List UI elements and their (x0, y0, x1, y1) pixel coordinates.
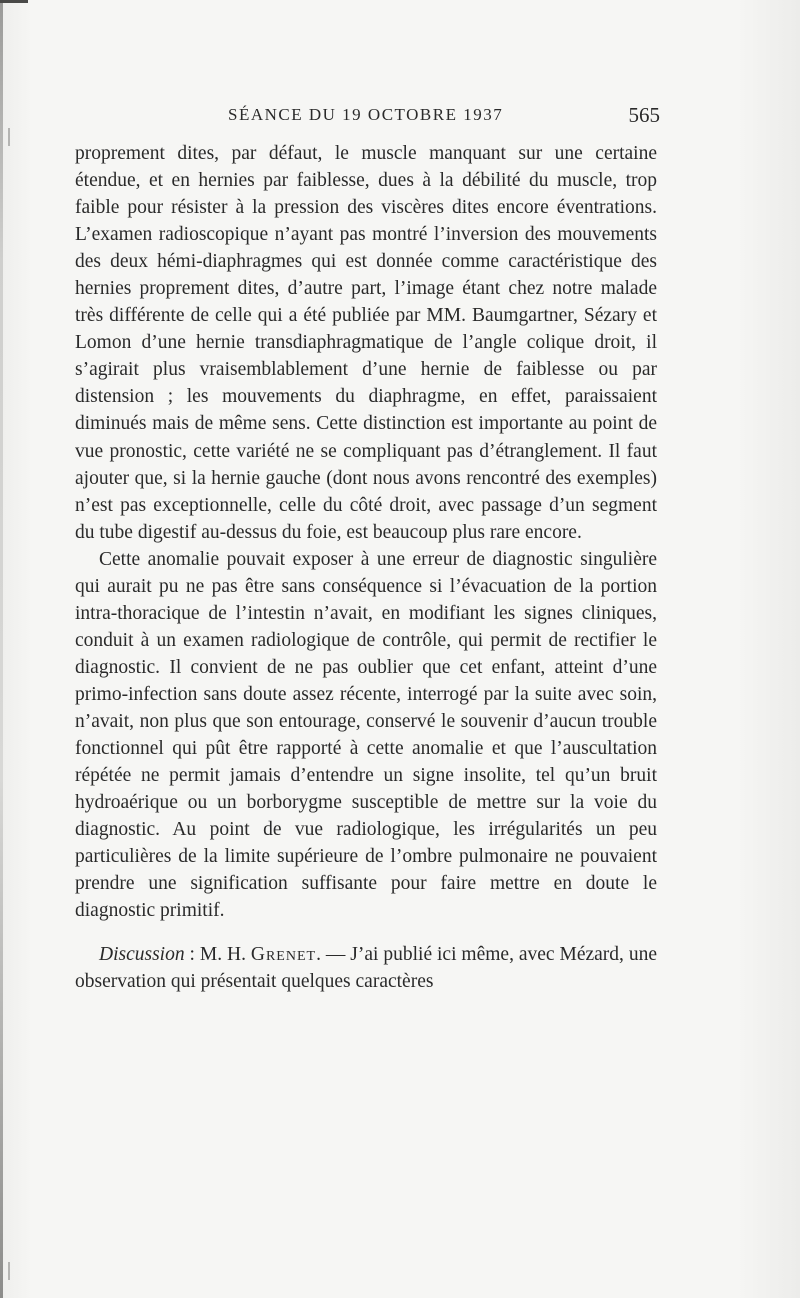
page-number: 565 (628, 103, 660, 127)
discussion-paragraph (75, 941, 657, 995)
discussion-separator: : M. H. (184, 944, 251, 966)
discussion-label: Discussion (99, 944, 185, 966)
discussion-text: . — J’ai publié ici même, avec Mézard, une observation qui présentait quelques caractères (75, 944, 658, 993)
paragraph-continuation: proprement dites, par défaut, le muscle manquant sur une certaine étendue, et en hernies par faiblesse, dues à la débilité du muscle, trop faible pour résister à la pression des viscères dites encore éventrations. L’examen radioscopique n’ayant pas montré l’inversion des mouvements des deux hémi-diaphragmes qui est donnée comme caractéristique des hernies proprement dites, d’autre part, l’image étant chez notre malade très différente de celle qui a été publiée par MM. Baumgartner, Sézary et Lomon d’une hernie transdiaphragmatique de l’angle colique droit, il s’agirait plus vraisemblablement d’une hernie de faiblesse ou par distension ; les mouvements du diaphragme, en effet, paraissaient diminués mais de même sens. Cette distinction est importante au point de vue pronostic, cette variété ne se compliquant pas d’étranglement. Il faut ajouter que, si la hernie gauche (dont nous avons rencontré des exemples) n’est pas exceptionnelle, celle du côté droit, avec passage d’un segment du tube digestif au-dessus du foie, est beaucoup plus rare encore. (75, 143, 657, 543)
running-header (228, 103, 660, 135)
page-left-edge (0, 0, 3, 1298)
scan-margin-tick (8, 1262, 10, 1280)
scan-top-mark (0, 0, 28, 3)
paragraph: Cette anomalie pouvait exposer à une erreur de diagnostic singulière qui aurait pu ne pas être sans conséquence si l’évacuation de la portion intra-thoracique de l’intestin n’avait, en modifiant les signes cliniques, conduit à un examen radiologique de contrôle, qui permit de rectifier le diagnostic. Il convient de ne pas oublier que cet enfant, atteint d’une primo-infection sans doute assez récente, interrogé par la suite avec soin, n’avait, non plus que son entourage, conservé le souvenir d’aucun trouble fonctionnel qui pût être rapporté à cette anomalie et que l’auscultation répétée ne permit jamais d’entendre un signe insolite, tel qu’un bruit hydroaérique ou un borborygme susceptible de mettre sur la voie du diagnostic. Au point de vue radiologique, les irrégularités un peu particulières de la limite supérieure de l’ombre pulmonaire ne pouvaient prendre une signification suffisante pour faire mettre en doute le diagnostic primitif. (75, 548, 657, 922)
body-text (75, 140, 657, 995)
speaker-name: Grenet (250, 944, 317, 966)
scan-margin-tick (8, 128, 10, 146)
running-title: SÉANCE DU 19 OCTOBRE 1937 (228, 105, 504, 124)
